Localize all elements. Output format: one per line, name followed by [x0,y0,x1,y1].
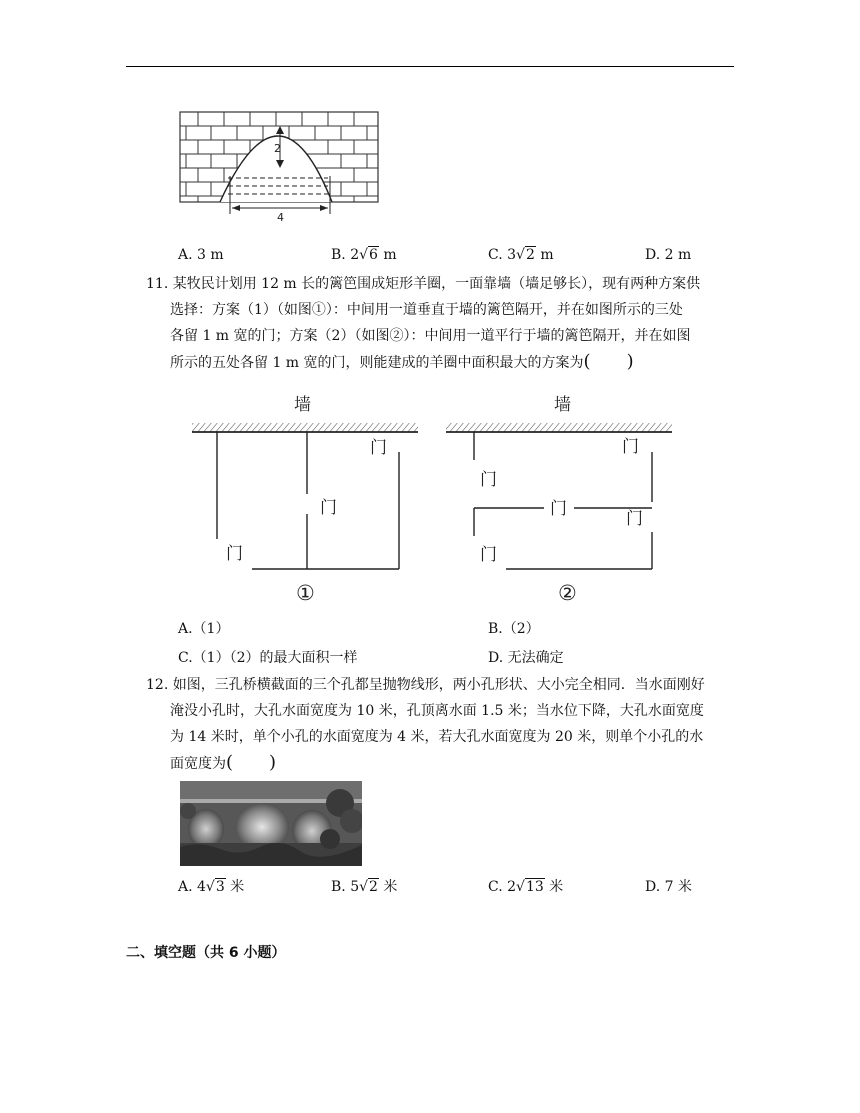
sqrt-sign: √6 [359,247,378,263]
fig2-door-label-5: 门 [480,545,497,565]
sqrt-sign: √2 [359,879,378,895]
q12-option-b-radicand: 2 [369,879,378,895]
q10-option-b-prefix: B. 2 [331,247,360,263]
fig1-wall-label: 墙 [294,395,311,415]
q12-option-a-prefix: A. 4 [178,879,206,895]
q12-line-2: 淹没小孔时，大孔水面宽度为 10 米，孔顶离水面 1.5 米；当水位下降，大孔水面宽度 [170,703,704,719]
bridge-photo [180,781,362,866]
fig2-door-label-3: 门 [550,499,567,519]
q10-option-b-radicand: 6 [369,247,378,263]
q10-option-b[interactable] [331,247,397,263]
q11-option-c[interactable]: C.（1）（2）的最大面积一样 [178,650,358,666]
q10-option-a[interactable]: A. 3 m [178,247,224,263]
q12-text [146,672,736,777]
q12-option-a[interactable] [178,876,244,896]
arch-height-label: 2 [274,142,281,155]
fig1-door-label-3: 门 [226,544,243,564]
q10-arch-figure [178,110,380,224]
sqrt-sign: √13 [516,879,544,895]
q11-option-b[interactable]: B.（2） [488,621,540,637]
q11-answer-blank[interactable]: ( ) [583,351,634,372]
q12-option-b-prefix: B. 5 [331,879,360,895]
q12-answer-blank[interactable]: ( ) [226,752,277,773]
q12-option-b-suffix: 米 [378,879,398,895]
q10-option-b-suffix: m [378,247,397,263]
q11-fence-figures [188,386,688,608]
fig2-door-label-2: 门 [480,470,497,490]
q10-option-c-prefix: C. 3 [488,247,517,263]
q12-line-4 [146,750,736,777]
q12-option-c-suffix: 米 [544,879,564,895]
q10-option-d[interactable]: D. 2 m [645,247,692,263]
fig2-label: ② [558,581,577,605]
q12-line-4-text: 面宽度为 [170,756,226,772]
section-2-title: 二、填空题（共 6 小题） [126,945,286,961]
q12-option-c-radicand: 13 [525,879,544,895]
q12-option-c-prefix: C. 2 [488,879,517,895]
q10-option-c-suffix: m [535,247,554,263]
header-rule [126,66,734,67]
fig1-door-label-1: 门 [370,438,387,458]
q11-line-2: 选择：方案（1）（如图①）：中间用一道垂直于墙的篱笆隔开，并在如图所示的三处 [170,302,683,318]
fig2-door-label-4: 门 [626,509,643,529]
q12-line-3: 为 14 米时，单个小孔的水面宽度为 4 米，若大孔水面宽度为 20 米，则单个小孔的水 [170,729,704,745]
q10-option-c-radicand: 2 [525,247,535,263]
q12-option-c[interactable] [488,876,563,896]
sqrt-sign: √3 [205,879,225,895]
q12-option-b[interactable] [331,876,397,896]
q11-option-d[interactable]: D. 无法确定 [488,650,564,666]
arch-width-label: 4 [277,211,284,224]
q11-line-4 [146,349,736,376]
fig1-label: ① [296,581,315,605]
q12-option-a-suffix: 米 [225,879,245,895]
q12-line-1: 12. 如图，三孔桥横截面的三个孔都呈抛物线形，两小孔形状、大小完全相同．当水面刚好 [146,677,705,693]
sqrt-sign: √2 [516,247,535,263]
q11-line-1: 11. 某牧民计划用 12 m 长的篱笆围成矩形羊圈，一面靠墙（墙足够长），现有两种方案供 [146,276,701,292]
q11-option-a[interactable]: A.（1） [178,621,230,637]
q11-line-4-text: 所示的五处各留 1 m 宽的门，则能建成的羊圈中面积最大的方案为 [170,355,584,371]
q10-option-c[interactable] [488,247,554,263]
q11-text [146,271,736,376]
q12-option-a-radicand: 3 [215,879,225,895]
fig2-wall-label: 墙 [554,395,571,415]
fig1-door-label-2: 门 [320,498,337,518]
fig2-door-label-1: 门 [622,437,639,457]
q11-line-3: 各留 1 m 宽的门；方案（2）（如图②）：中间用一道平行于墙的篱笆隔开，并在如图 [170,328,691,344]
q12-option-d[interactable]: D. 7 米 [645,879,692,895]
